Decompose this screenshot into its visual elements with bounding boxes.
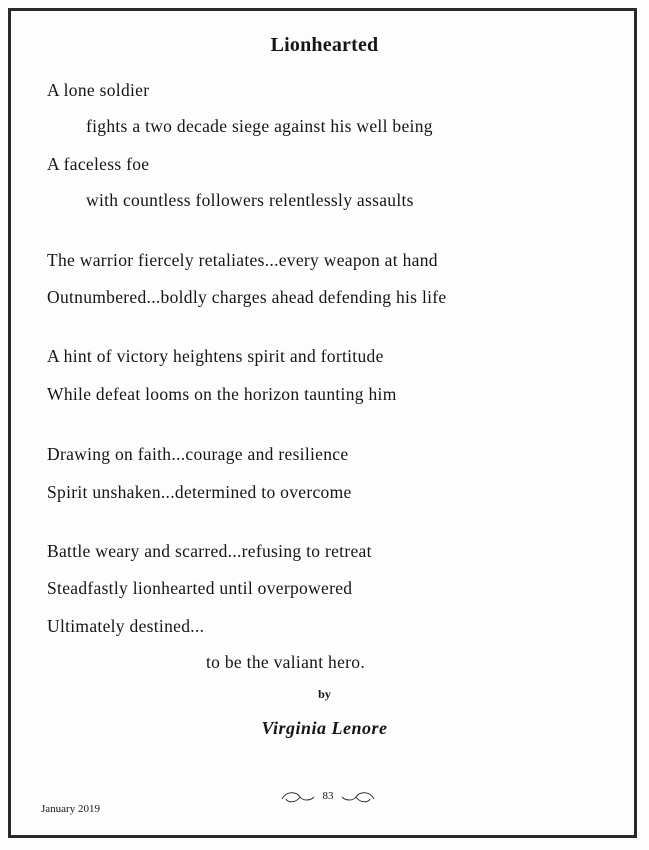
poem-line: Spirit unshaken...determined to overcome	[47, 482, 352, 502]
page-ornament	[278, 787, 378, 807]
poem-line: Battle weary and scarred...refusing to retreat	[47, 541, 372, 561]
byline: by	[318, 687, 331, 701]
poem-line: A lone soldier	[47, 80, 150, 100]
poem-title: Lionhearted	[270, 34, 379, 56]
poem-line: Ultimately destined...	[47, 616, 205, 636]
poem-line: A faceless foe	[47, 154, 150, 174]
poem-line: A hint of victory heightens spirit and fortitude	[47, 346, 384, 366]
poem-line: fights a two decade siege against his well being	[86, 116, 433, 136]
poem-line: The warrior fiercely retaliates...every weapon at hand	[47, 250, 438, 270]
poem-line: Steadfastly lionhearted until overpowered	[47, 578, 353, 598]
poem-line: Outnumbered...boldly charges ahead defending his life	[47, 287, 447, 307]
page-number: 83	[322, 790, 334, 802]
poem-line: with countless followers relentlessly assaults	[86, 190, 414, 210]
poem-line: to be the valiant hero.	[206, 652, 365, 672]
poem-line: While defeat looms on the horizon taunting him	[47, 384, 397, 404]
author-signature: Virginia Lenore	[261, 718, 388, 738]
poem-line: Drawing on faith...courage and resilience	[47, 444, 349, 464]
footer-date: January 2019	[41, 803, 100, 815]
